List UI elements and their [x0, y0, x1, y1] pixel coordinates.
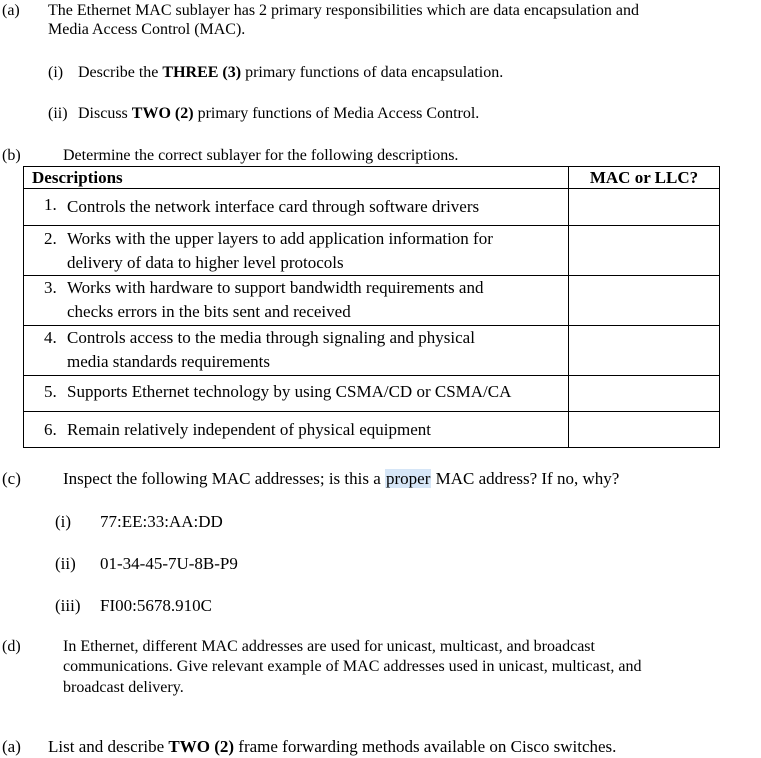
table-row [24, 326, 720, 376]
table-row [24, 376, 720, 412]
row-number: 6. [44, 420, 57, 439]
question-a-marker: (a) [2, 2, 20, 19]
row-text-line1: Works with hardware to support bandwidth requirements and [67, 278, 484, 297]
row-text-line2: media standards requirements [67, 352, 270, 371]
question-a-line2: Media Access Control (MAC). [48, 21, 246, 38]
mac-or-llc-header: MAC or LLC? [569, 167, 720, 189]
question-a2-text: List and describe TWO (2) frame forwarding methods available on Cisco switches. [48, 737, 617, 756]
table-row [24, 412, 720, 448]
mac-address-item: FI00:5678.910C [100, 596, 212, 615]
description-cell [24, 412, 569, 448]
question-a-ii-marker: (ii) [48, 105, 68, 122]
description-cell [24, 276, 569, 326]
mac-item-marker: (ii) [55, 554, 76, 573]
question-d-line2: communications. Give relevant example of MAC addresses used in unicast, multicast, and [63, 658, 642, 675]
answer-cell[interactable] [569, 326, 720, 376]
mac-item-marker: (i) [55, 512, 72, 531]
description-cell [24, 226, 569, 276]
row-number: 1. [44, 195, 57, 214]
sublayer-table [23, 166, 720, 448]
row-number: 2. [44, 229, 57, 248]
answer-cell[interactable] [569, 376, 720, 412]
description-cell [24, 189, 569, 226]
answer-cell[interactable] [569, 412, 720, 448]
row-text-line2: checks errors in the bits sent and received [67, 302, 351, 321]
row-text: Supports Ethernet technology by using CSMA/CD or CSMA/CA [67, 382, 512, 401]
answer-cell[interactable] [569, 189, 720, 226]
row-text: Remain relatively independent of physical equipment [67, 420, 431, 439]
row-number: 5. [44, 382, 57, 401]
highlighted-word: proper [386, 469, 431, 488]
mac-address-item: 77:EE:33:AA:DD [100, 512, 223, 531]
row-text: Controls the network interface card through software drivers [67, 197, 480, 216]
table-row [24, 189, 720, 226]
table-header-row [24, 167, 720, 189]
row-number: 3. [44, 278, 57, 297]
descriptions-header: Descriptions [24, 167, 569, 189]
question-d-line3: broadcast delivery. [63, 679, 184, 696]
mac-address-item: 01-34-45-7U-8B-P9 [100, 554, 238, 573]
question-a-line1: The Ethernet MAC sublayer has 2 primary responsibilities which are data encapsulation and [48, 2, 639, 19]
question-b-marker: (b) [2, 147, 21, 164]
row-text-line2: delivery of data to higher level protocols [67, 253, 344, 272]
row-text-line1: Controls access to the media through signaling and physical [67, 328, 475, 347]
question-a-i-marker: (i) [48, 64, 64, 81]
answer-cell[interactable] [569, 226, 720, 276]
table-row [24, 276, 720, 326]
question-b-text: Determine the correct sublayer for the following descriptions. [63, 147, 459, 164]
description-cell [24, 326, 569, 376]
answer-cell[interactable] [569, 276, 720, 326]
row-number: 4. [44, 328, 57, 347]
row-text-line1: Works with the upper layers to add application information for [67, 229, 493, 248]
question-a2-marker: (a) [2, 737, 21, 756]
table-row [24, 226, 720, 276]
question-d-line1: In Ethernet, different MAC addresses are used for unicast, multicast, and broadcast [63, 638, 595, 655]
question-c-text: Inspect the following MAC addresses; is this a proper MAC address? If no, why? [63, 469, 620, 488]
question-c-marker: (c) [2, 469, 21, 488]
question-a-ii-text: Discuss TWO (2) primary functions of Media Access Control. [78, 105, 480, 122]
question-d-marker: (d) [2, 638, 21, 655]
description-cell [24, 376, 569, 412]
mac-item-marker: (iii) [55, 596, 81, 615]
question-a-i-text: Describe the THREE (3) primary functions of data encapsulation. [78, 64, 504, 81]
